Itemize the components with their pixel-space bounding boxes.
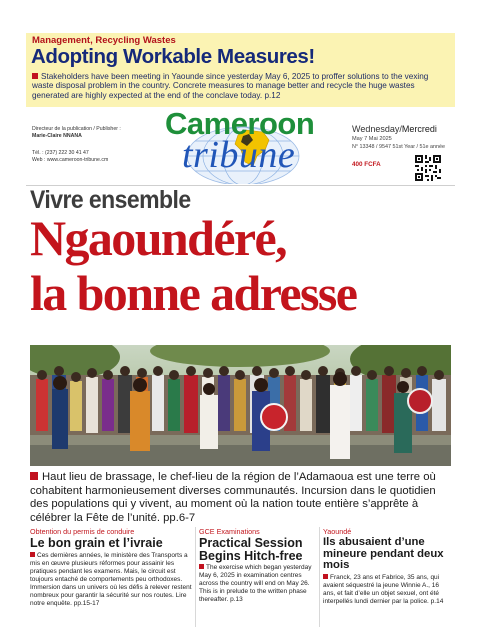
bullet-square-icon xyxy=(30,472,38,480)
bottom-story-text-body: Franck, 23 ans et Fabrice, 35 ans, qui avaient séquestré la jeune Winnie A., 16 ans, et fait d’elle un objet sexuel, ont été interpellés lundi dernier par la police. p.14 xyxy=(323,573,444,605)
bottom-story-kicker: Obtention du permis de conduire xyxy=(30,527,135,536)
masthead-logo-tribune: tribune xyxy=(182,134,296,176)
bullet-square-icon xyxy=(32,73,38,79)
column-divider xyxy=(319,527,320,627)
bullet-square-icon xyxy=(323,574,328,579)
bullet-square-icon xyxy=(30,552,35,557)
issue-day-fr: Mercredi xyxy=(401,124,437,134)
bullet-square-icon xyxy=(199,564,204,569)
bottom-story-kicker: Yaoundé xyxy=(323,527,352,536)
bottom-story-kicker: GCE Examinations xyxy=(199,527,260,536)
main-headline-line1[interactable]: Ngaoundéré, xyxy=(30,210,287,266)
bottom-story-text xyxy=(199,564,314,604)
issue-number: N° 13348 / 9547 51st Year / 51e année xyxy=(352,144,445,150)
bottom-story-headline[interactable]: Ils abusaient d’une mineure pendant deux mois xyxy=(323,536,444,571)
bottom-story-1[interactable] xyxy=(30,527,192,608)
top-story-kicker: Management, Recycling Wastes xyxy=(32,35,176,46)
issue-day xyxy=(352,124,437,134)
qr-code-icon[interactable] xyxy=(415,155,441,181)
main-story-lead-text: Haut lieu de brassage, le chef-lieu de la région de l’Adamaoua est une terre où cohabitent harmonieusement diverses communautés. Incursion dans le quotidien des populations qui y vivent, au moment où la nation toute entière s’apprête à célébrer la Fête de l’unité. pp.6-7 xyxy=(30,471,436,524)
column-divider xyxy=(195,527,196,627)
issue-day-en: Wednesday/ xyxy=(352,124,402,134)
bottom-story-3[interactable] xyxy=(323,527,451,606)
publisher-phone: Tél. : (237) 222 30 41 47 xyxy=(32,150,89,156)
bottom-story-text xyxy=(323,574,451,606)
publisher-info xyxy=(32,126,152,164)
bottom-story-text-body: The exercise which began yesterday May 6, 2025 in examination centres across the country will end on May 26. This is in prelude to the written phase thereafter. p.13 xyxy=(199,564,312,603)
bottom-story-2[interactable] xyxy=(199,527,314,604)
bottom-story-headline[interactable]: Le bon grain et l’ivraie xyxy=(30,536,163,550)
main-story-photo xyxy=(30,345,451,466)
publisher-label: Directeur de la publication / Publisher : xyxy=(32,126,121,132)
main-story-lead xyxy=(30,471,450,525)
main-story-kicker: Vivre ensemble xyxy=(30,186,191,214)
publisher-name: Marie-Claire NNANA xyxy=(32,133,82,139)
bottom-story-headline[interactable]: Practical Session Begins Hitch-free xyxy=(199,536,303,563)
bottom-story-text-body: Ces dernières années, le ministère des Transports a mis en œuvre plusieurs réformes pour assainir les pratiques pendant les examens. Mais, le circuit est toujours entaché de comportements peu orthodoxes. Immersion dans un univers où les défis à relever restent nombreux pour garantir la sécurité sur nos routes. Lire notre enquête. pp.15-17 xyxy=(30,551,192,607)
top-story-headline[interactable]: Adopting Workable Measures! xyxy=(31,45,315,68)
main-headline-line2[interactable]: la bonne adresse xyxy=(30,265,357,321)
issue-price: 400 FCFA xyxy=(352,161,381,168)
publisher-web[interactable]: Web : www.cameroon-tribune.cm xyxy=(32,157,109,163)
top-story-blurb xyxy=(32,72,450,100)
bottom-story-text xyxy=(30,552,192,608)
top-story-blurb-text: Stakeholders have been meeting in Yaounde since yesterday May 6, 2025 to proffer solutions to the vexing waste disposal problem in the country. Concrete measures to manage better and recycle the huge wastes generated are highly expected at the end of the conclave today. p.12 xyxy=(32,72,429,100)
masthead-logo-cameroon: Cameroon xyxy=(165,106,315,141)
issue-date: May 7 Mai 2025 xyxy=(352,136,392,142)
